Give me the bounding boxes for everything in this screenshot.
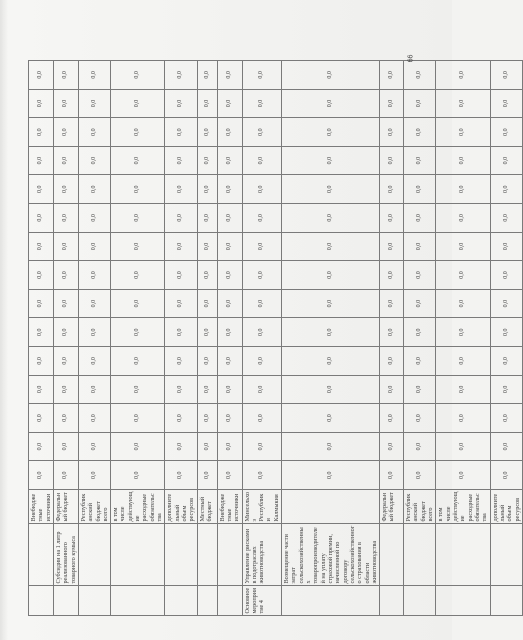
value-cell: 0,0: [165, 89, 197, 118]
value-cell: 0,0: [217, 89, 242, 118]
value-cell: 0,0: [436, 318, 490, 347]
value-cell: 0,0: [490, 204, 522, 233]
value-cell: 0,0: [165, 404, 197, 433]
table-row: [29, 61, 54, 616]
value-cell: 0,0: [404, 375, 436, 404]
funding-source-cell: Федеральный бюджет: [53, 490, 78, 524]
value-cell: 0,0: [111, 432, 165, 461]
value-cell: 0,0: [404, 146, 436, 175]
value-cell: 0,0: [111, 404, 165, 433]
value-cell: 0,0: [29, 289, 54, 318]
value-cell: 0,0: [78, 404, 110, 433]
value-cell: 0,0: [404, 289, 436, 318]
value-cell: 0,0: [282, 289, 380, 318]
table-row: [282, 61, 380, 616]
value-cell: 0,0: [78, 118, 110, 147]
value-cell: 0,0: [29, 432, 54, 461]
event-cell: [78, 586, 110, 616]
value-cell: 0,0: [282, 175, 380, 204]
event-cell: [490, 586, 522, 616]
value-cell: 0,0: [78, 232, 110, 261]
page-number: 66: [407, 54, 415, 63]
value-cell: 0,0: [242, 146, 282, 175]
value-cell: 0,0: [78, 318, 110, 347]
value-cell: 0,0: [197, 146, 217, 175]
value-cell: 0,0: [29, 89, 54, 118]
value-cell: 0,0: [78, 289, 110, 318]
table-row: [436, 61, 490, 616]
value-cell: 0,0: [436, 289, 490, 318]
event-cell: [436, 586, 490, 616]
value-cell: 0,0: [380, 289, 404, 318]
value-cell: 0,0: [490, 375, 522, 404]
value-cell: 0,0: [53, 261, 78, 290]
value-cell: 0,0: [282, 118, 380, 147]
value-cell: 0,0: [53, 61, 78, 90]
value-cell: 0,0: [53, 404, 78, 433]
value-cell: 0,0: [282, 232, 380, 261]
funding-source-cell: в том числе действующие расходные обязательства: [111, 490, 165, 524]
value-cell: 0,0: [490, 146, 522, 175]
value-cell: 0,0: [111, 232, 165, 261]
value-cell: 0,0: [217, 289, 242, 318]
value-cell: 0,0: [282, 375, 380, 404]
value-cell: 0,0: [282, 204, 380, 233]
table-row: [490, 61, 522, 616]
description-cell: [436, 524, 490, 586]
value-cell: 0,0: [29, 404, 54, 433]
value-cell: 0,0: [490, 61, 522, 90]
value-cell: 0,0: [29, 375, 54, 404]
value-cell: 0,0: [242, 204, 282, 233]
value-cell: 0,0: [78, 61, 110, 90]
funding-source-cell: Республиканский бюджет всего: [404, 490, 436, 524]
value-cell: 0,0: [29, 146, 54, 175]
value-cell: 0,0: [29, 118, 54, 147]
value-cell: 0,0: [53, 289, 78, 318]
value-cell: 0,0: [111, 347, 165, 376]
event-cell: [380, 586, 404, 616]
value-cell: 0,0: [29, 232, 54, 261]
value-cell: 0,0: [217, 318, 242, 347]
value-cell: 0,0: [380, 232, 404, 261]
value-cell: 0,0: [404, 318, 436, 347]
table-row: [197, 61, 217, 616]
value-cell: 0,0: [165, 432, 197, 461]
value-cell: 0,0: [436, 118, 490, 147]
value-cell: 0,0: [197, 61, 217, 90]
value-cell: 0,0: [29, 204, 54, 233]
funding-source-cell: Федеральный бюджет: [380, 490, 404, 524]
value-cell: 0,0: [111, 261, 165, 290]
value-cell: 0,0: [490, 118, 522, 147]
value-cell: 0,0: [490, 404, 522, 433]
value-cell: 0,0: [165, 461, 197, 490]
description-cell: [78, 524, 110, 586]
description-cell: [197, 524, 217, 586]
description-cell: [380, 524, 404, 586]
value-cell: 0,0: [197, 461, 217, 490]
table-row: [78, 61, 110, 616]
value-cell: 0,0: [490, 89, 522, 118]
value-cell: 0,0: [490, 432, 522, 461]
value-cell: 0,0: [165, 146, 197, 175]
value-cell: 0,0: [282, 461, 380, 490]
value-cell: 0,0: [490, 289, 522, 318]
value-cell: 0,0: [404, 118, 436, 147]
value-cell: 0,0: [111, 118, 165, 147]
funding-source-cell: Внебюджетные источники: [217, 490, 242, 524]
funding-source-cell: Республиканский бюджет всего: [78, 490, 110, 524]
description-cell: [404, 524, 436, 586]
event-cell: Основное мероприятие 4: [242, 586, 282, 616]
value-cell: 0,0: [165, 375, 197, 404]
value-cell: 0,0: [29, 461, 54, 490]
value-cell: 0,0: [165, 232, 197, 261]
value-cell: 0,0: [197, 89, 217, 118]
value-cell: 0,0: [490, 175, 522, 204]
value-cell: 0,0: [436, 61, 490, 90]
description-cell: Субсидии на 1 литр реализованного товарного кумыса: [53, 524, 78, 586]
value-cell: 0,0: [242, 347, 282, 376]
value-cell: 0,0: [29, 61, 54, 90]
value-cell: 0,0: [217, 375, 242, 404]
value-cell: 0,0: [197, 375, 217, 404]
table-row: [217, 61, 242, 616]
value-cell: 0,0: [111, 375, 165, 404]
value-cell: 0,0: [242, 61, 282, 90]
table-row: [165, 61, 197, 616]
value-cell: 0,0: [404, 175, 436, 204]
value-cell: 0,0: [197, 347, 217, 376]
value-cell: 0,0: [282, 347, 380, 376]
value-cell: 0,0: [165, 347, 197, 376]
value-cell: 0,0: [282, 89, 380, 118]
value-cell: 0,0: [78, 204, 110, 233]
value-cell: 0,0: [165, 61, 197, 90]
description-cell: Возмещение части затрат сельскохозяйственных товаропроизводителей на уплату страховой премии, начисленной по договору сельскохозяйственного страхования в области животноводства: [282, 524, 380, 586]
value-cell: 0,0: [165, 261, 197, 290]
value-cell: 0,0: [78, 261, 110, 290]
description-cell: [490, 524, 522, 586]
value-cell: 0,0: [436, 204, 490, 233]
funding-source-cell: Минсельхоз Республики Калмыкия: [242, 490, 282, 524]
value-cell: 0,0: [242, 118, 282, 147]
description-cell: Управление рисками в подотраслях животноводства: [242, 524, 282, 586]
event-cell: [404, 586, 436, 616]
value-cell: 0,0: [111, 289, 165, 318]
value-cell: 0,0: [242, 289, 282, 318]
event-cell: [197, 586, 217, 616]
value-cell: 0,0: [78, 146, 110, 175]
table-row: [404, 61, 436, 616]
description-cell: [217, 524, 242, 586]
value-cell: 0,0: [217, 204, 242, 233]
funding-source-cell: дополнительный объем ресурсов: [490, 490, 522, 524]
value-cell: 0,0: [53, 232, 78, 261]
value-cell: 0,0: [78, 375, 110, 404]
value-cell: 0,0: [404, 347, 436, 376]
funding-source-cell: Внебюджетные источники: [29, 490, 54, 524]
value-cell: 0,0: [217, 261, 242, 290]
value-cell: 0,0: [78, 175, 110, 204]
value-cell: 0,0: [53, 347, 78, 376]
value-cell: 0,0: [404, 404, 436, 433]
value-cell: 0,0: [380, 204, 404, 233]
value-cell: 0,0: [78, 89, 110, 118]
value-cell: 0,0: [217, 232, 242, 261]
value-cell: 0,0: [217, 175, 242, 204]
value-cell: 0,0: [242, 175, 282, 204]
funding-source-cell: Местный бюджет: [197, 490, 217, 524]
value-cell: 0,0: [29, 261, 54, 290]
value-cell: 0,0: [380, 432, 404, 461]
value-cell: 0,0: [197, 432, 217, 461]
value-cell: 0,0: [217, 347, 242, 376]
value-cell: 0,0: [53, 175, 78, 204]
value-cell: 0,0: [380, 118, 404, 147]
value-cell: 0,0: [380, 404, 404, 433]
value-cell: 0,0: [242, 461, 282, 490]
value-cell: 0,0: [53, 89, 78, 118]
value-cell: 0,0: [380, 347, 404, 376]
value-cell: 0,0: [380, 261, 404, 290]
value-cell: 0,0: [242, 261, 282, 290]
event-cell: [29, 586, 54, 616]
value-cell: 0,0: [111, 204, 165, 233]
value-cell: 0,0: [282, 432, 380, 461]
funding-source-cell: дополнительный объем ресурсов: [165, 490, 197, 524]
value-cell: 0,0: [165, 318, 197, 347]
description-cell: [29, 524, 54, 586]
value-cell: 0,0: [380, 89, 404, 118]
value-cell: 0,0: [404, 232, 436, 261]
value-cell: 0,0: [490, 318, 522, 347]
value-cell: 0,0: [78, 461, 110, 490]
value-cell: 0,0: [165, 175, 197, 204]
value-cell: 0,0: [404, 204, 436, 233]
value-cell: 0,0: [217, 118, 242, 147]
value-cell: 0,0: [197, 318, 217, 347]
value-cell: 0,0: [404, 89, 436, 118]
event-cell: [217, 586, 242, 616]
value-cell: 0,0: [436, 375, 490, 404]
value-cell: 0,0: [197, 118, 217, 147]
value-cell: 0,0: [490, 347, 522, 376]
value-cell: 0,0: [53, 432, 78, 461]
value-cell: 0,0: [436, 175, 490, 204]
value-cell: 0,0: [53, 461, 78, 490]
funding-source-cell: [282, 490, 380, 524]
value-cell: 0,0: [242, 375, 282, 404]
value-cell: 0,0: [490, 261, 522, 290]
value-cell: 0,0: [217, 61, 242, 90]
value-cell: 0,0: [436, 261, 490, 290]
value-cell: 0,0: [404, 61, 436, 90]
value-cell: 0,0: [197, 289, 217, 318]
value-cell: 0,0: [380, 461, 404, 490]
value-cell: 0,0: [197, 175, 217, 204]
event-cell: [53, 586, 78, 616]
budget-table: [28, 60, 523, 616]
value-cell: 0,0: [282, 146, 380, 175]
value-cell: 0,0: [380, 175, 404, 204]
value-cell: 0,0: [29, 318, 54, 347]
event-cell: [165, 586, 197, 616]
value-cell: 0,0: [282, 318, 380, 347]
value-cell: 0,0: [404, 261, 436, 290]
value-cell: 0,0: [217, 146, 242, 175]
value-cell: 0,0: [217, 404, 242, 433]
value-cell: 0,0: [436, 347, 490, 376]
value-cell: 0,0: [404, 461, 436, 490]
value-cell: 0,0: [53, 204, 78, 233]
value-cell: 0,0: [380, 375, 404, 404]
value-cell: 0,0: [197, 204, 217, 233]
value-cell: 0,0: [165, 118, 197, 147]
value-cell: 0,0: [436, 146, 490, 175]
value-cell: 0,0: [78, 432, 110, 461]
value-cell: 0,0: [282, 404, 380, 433]
value-cell: 0,0: [53, 146, 78, 175]
value-cell: 0,0: [436, 232, 490, 261]
value-cell: 0,0: [197, 404, 217, 433]
value-cell: 0,0: [29, 175, 54, 204]
value-cell: 0,0: [53, 375, 78, 404]
event-cell: [282, 586, 380, 616]
value-cell: 0,0: [197, 232, 217, 261]
value-cell: 0,0: [242, 404, 282, 433]
table-row: [53, 61, 78, 616]
value-cell: 0,0: [242, 89, 282, 118]
value-cell: 0,0: [436, 432, 490, 461]
value-cell: 0,0: [242, 432, 282, 461]
value-cell: 0,0: [404, 432, 436, 461]
value-cell: 0,0: [197, 261, 217, 290]
value-cell: 0,0: [111, 146, 165, 175]
table-row: [380, 61, 404, 616]
value-cell: 0,0: [282, 61, 380, 90]
value-cell: 0,0: [436, 404, 490, 433]
funding-source-cell: в том числе действующие расходные обязательства: [436, 490, 490, 524]
value-cell: 0,0: [242, 232, 282, 261]
value-cell: 0,0: [165, 289, 197, 318]
value-cell: 0,0: [78, 347, 110, 376]
description-cell: [165, 524, 197, 586]
value-cell: 0,0: [29, 347, 54, 376]
value-cell: 0,0: [436, 89, 490, 118]
rotated-table-container: [28, 60, 521, 616]
value-cell: 0,0: [111, 175, 165, 204]
value-cell: 0,0: [242, 318, 282, 347]
value-cell: 0,0: [282, 261, 380, 290]
value-cell: 0,0: [111, 61, 165, 90]
value-cell: 0,0: [217, 432, 242, 461]
table-row: [242, 61, 282, 616]
description-cell: [111, 524, 165, 586]
value-cell: 0,0: [380, 61, 404, 90]
value-cell: 0,0: [53, 118, 78, 147]
value-cell: 0,0: [217, 461, 242, 490]
scan-edge-shadow: [0, 0, 8, 640]
value-cell: 0,0: [165, 204, 197, 233]
value-cell: 0,0: [436, 461, 490, 490]
table-row: [111, 61, 165, 616]
value-cell: 0,0: [53, 318, 78, 347]
event-cell: [111, 586, 165, 616]
value-cell: 0,0: [490, 461, 522, 490]
value-cell: 0,0: [111, 318, 165, 347]
value-cell: 0,0: [380, 146, 404, 175]
value-cell: 0,0: [111, 89, 165, 118]
value-cell: 0,0: [490, 232, 522, 261]
value-cell: 0,0: [380, 318, 404, 347]
value-cell: 0,0: [111, 461, 165, 490]
